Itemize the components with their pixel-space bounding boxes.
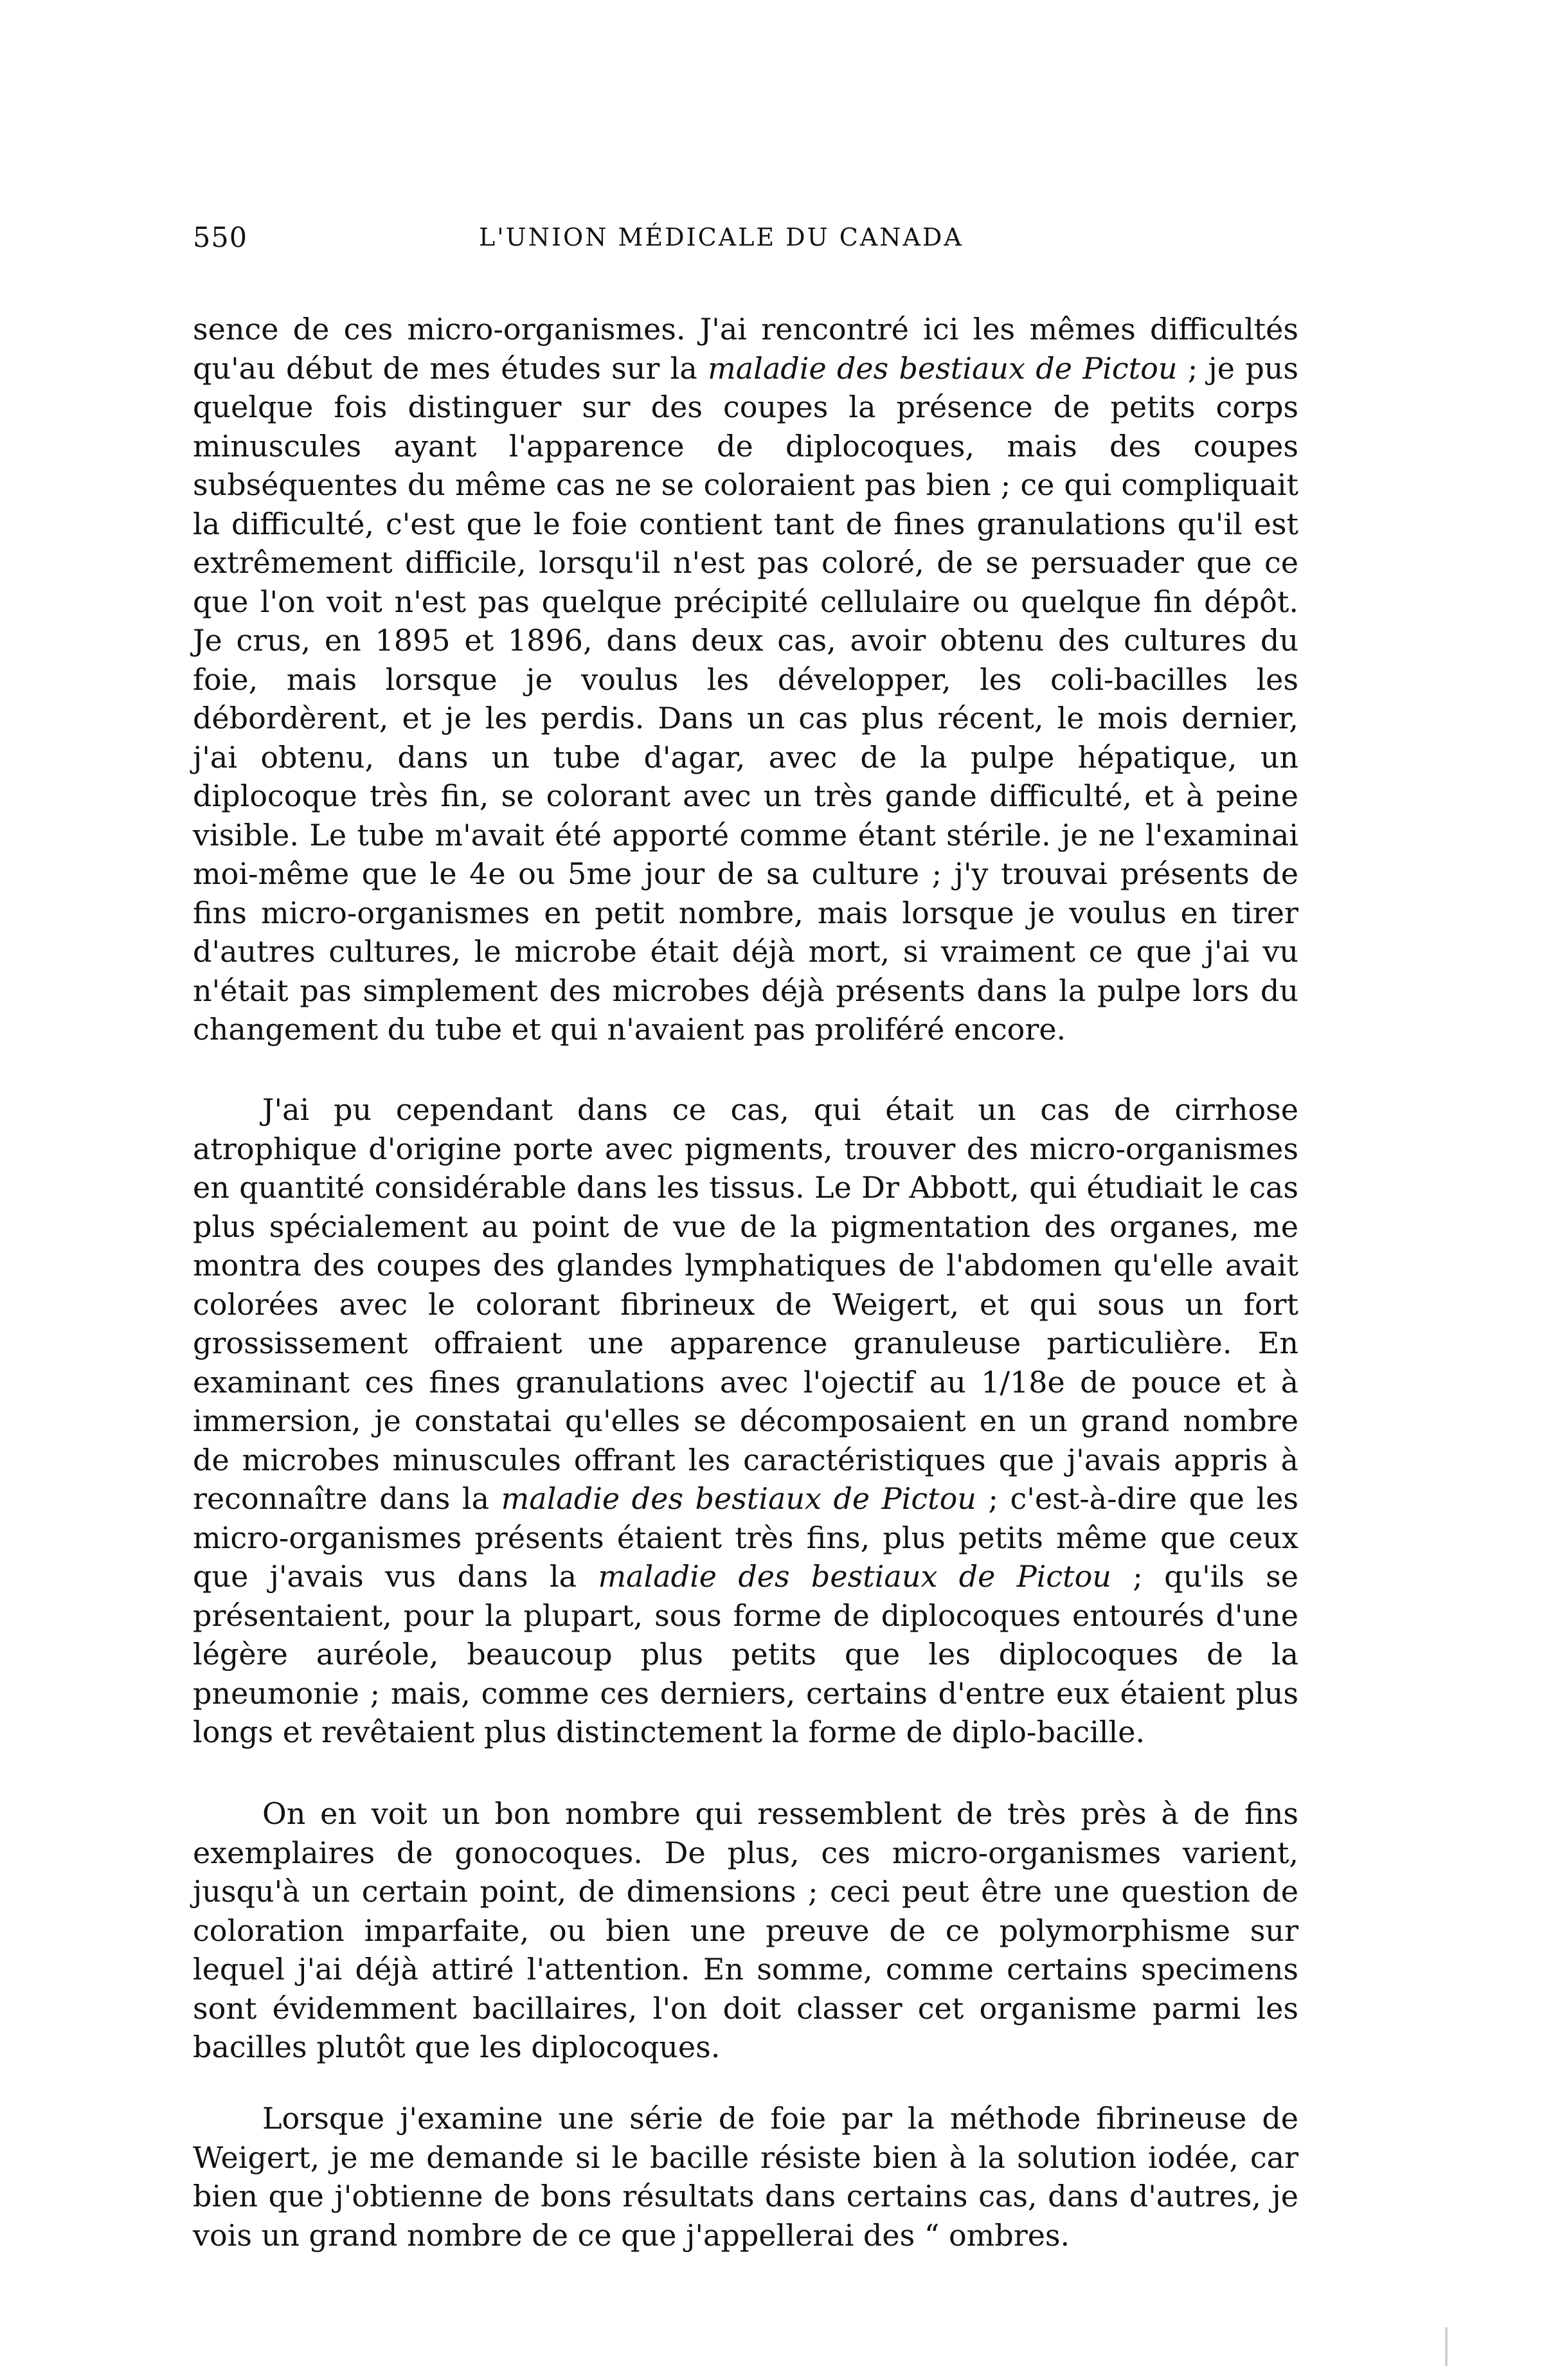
text-run: ; je pus quelque fois distinguer sur des coupes la présence de petits corps minuscules ayant l'apparence de diplocoques, mais des coupes subséquentes du même cas ne se coloraient pas bien ; ce qui compliquait la difficulté, c'est que le foie contient tant de fines granulations qu'il est extrêmement difficile, lorsqu'il n'est pas coloré, de se persuader que ce que l'on voit n'est pas quelque précipité cellulaire ou quelque fin dépôt. Je crus, en 1895 et 1896, dans deux cas, avoir obtenu des cultures du foie, mais lorsque je voulus les développer, les coli-bacilles les débordèrent, et je les perdis. Dans un cas plus récent, le mois dernier, j'ai obtenu, dans un tube d'agar, avec de la pulpe hépatique, un diplocoque très fin, se colorant avec un très gande difficulté, et à peine visible. Le tube m'avait été apporté comme étant stérile. je ne l'examinai moi-même que le 4e ou 5me jour de sa culture ; j'y trouvai présents de fins micro-organismes en petit nombre, mais lorsque je voulus en tirer d'autres cultures, le microbe était déjà mort, si vraiment ce que j'ai vu n'était pas simplement des microbes déjà présents dans la pulpe lors du changement du tube et qui n'avaient pas proliféré encore. [193, 350, 1298, 1047]
paragraph-3 [193, 1794, 1298, 2067]
paragraph-2-text [193, 1090, 1298, 1752]
text-run: On en voit un bon nombre qui ressemblent de très près à de fins exemplaires de gonocoques. De plus, ces micro-organismes varient, jusqu'à un certain point, de dimensions ; ceci peut être une question de coloration imparfaite, ou bien une preuve de ce polymorphisme sur lequel j'ai déjà attiré l'attention. En somme, comme certains specimens sont évidemment bacillaires, l'on doit classer cet organisme parmi les bacilles plutôt que les diplocoques. [193, 1796, 1298, 2064]
text-run: ; qu'ils se présentaient, pour la plupart, sous forme de diplocoques entourés d'une légère auréole, beaucoup plus petits que les diplocoques de la pneumonie ; mais, comme ces derniers, certains d'entre eux étaient plus longs et revêtaient plus distinctement la forme de diplo-bacille. [193, 1559, 1298, 1749]
page-number: 550 [193, 222, 248, 254]
text-run: sence de ces micro-organismes. J'ai rencontré ici les mêmes difficultés qu'au début de mes études sur la [193, 312, 1298, 386]
scan-mark [1445, 2327, 1448, 2366]
text-run: Lorsque j'examine une série de foie par la méthode fibrineuse de Weigert, je me demande si le bacille résiste bien à la solution iodée, car bien que j'obtienne de bons résultats dans certains cas, dans d'autres, je vois un grand nombre de ce que j'appellerai des “ ombres. [193, 2101, 1298, 2253]
italic-title: maladie des bestiaux de Pictou [598, 1559, 1111, 1594]
paragraph-2 [193, 1090, 1298, 1752]
paragraph-4-text [193, 2099, 1298, 2255]
paragraph-1 [193, 310, 1298, 1049]
page-header [193, 222, 1067, 260]
italic-title: maladie des bestiaux de Pictou [501, 1481, 976, 1516]
text-run: ; c'est-à-dire que les micro-organismes présents étaient très fins, plus petits même que ceux que j'avais vus dans la [193, 1481, 1298, 1594]
paragraph-3-text [193, 1794, 1298, 2067]
paragraph-1-text [193, 310, 1298, 1049]
paragraph-4 [193, 2099, 1298, 2255]
italic-title: maladie des bestiaux de Pictou [708, 350, 1178, 386]
text-run: J'ai pu cependant dans ce cas, qui était un cas de cirrhose atrophique d'origine porte avec pigments, trouver des micro-organismes en quantité considérable dans les tissus. Le Dr Abbott, qui étudiait le cas plus spécialement au point de vue de la pigmentation des organes, me montra des coupes des glandes lymphatiques de l'abdomen qu'elle avait colorées avec le colorant fibrineux de Weigert, et qui sous un fort grossissement offraient une apparence granuleuse particulière. En examinant ces fines granulations avec l'ojectif au 1/18e de pouce et à immersion, je constatai qu'elles se décomposaient en un grand nombre de microbes minuscules offrant les caractéristiques que j'avais appris à reconnaître dans la [193, 1092, 1298, 1516]
running-title: L'UNION MÉDICALE DU CANADA [479, 223, 964, 251]
